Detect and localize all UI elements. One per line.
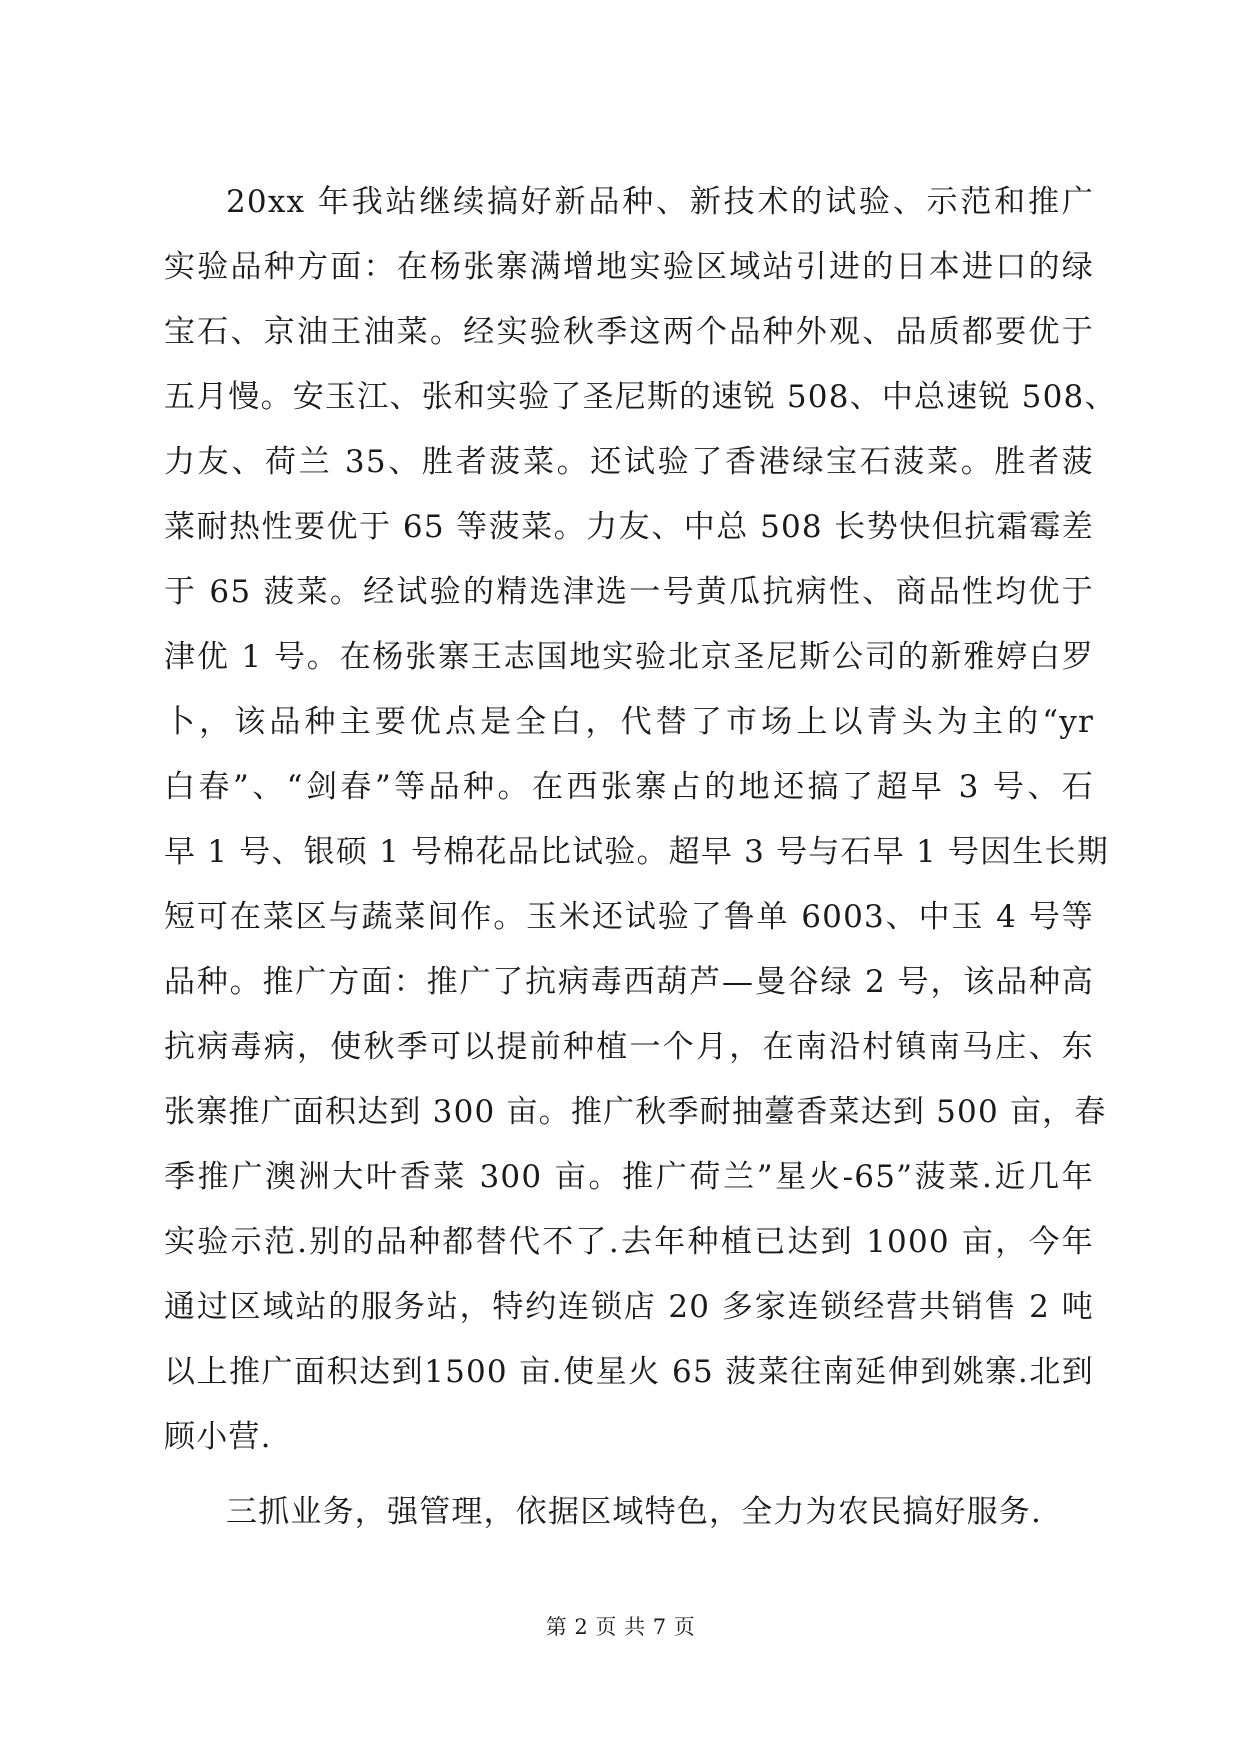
paragraph-line: 津优 1 号。在杨张寨王志国地实验北京圣尼斯公司的新雅婷白罗	[164, 639, 1094, 675]
paragraph-line: 实验品种方面：在杨张寨满增地实验区域站引进的日本进口的绿	[164, 249, 1094, 285]
paragraph-line: 白春”、“剑春”等品种。在西张寨占的地还搞了超早 3 号、石	[164, 769, 1094, 805]
paragraph-line: 实验示范.别的品种都替代不了.去年种植已达到 1000 亩，今年	[164, 1224, 1094, 1260]
paragraph-spacer	[164, 1470, 1094, 1480]
paragraph-line: 抗病毒病，使秋季可以提前种植一个月，在南沿村镇南马庄、东	[164, 1029, 1094, 1065]
paragraph-line: 顾小营.	[164, 1419, 272, 1455]
paragraph-line: 通过区域站的服务站，特约连锁店 20 多家连锁经营共销售 2 吨	[164, 1289, 1094, 1325]
paragraph-line: 力友、荷兰 35、胜者菠菜。还试验了香港绿宝石菠菜。胜者菠	[164, 444, 1094, 480]
paragraph-section-heading	[164, 1480, 1094, 1545]
paragraph-line: 以上推广面积达到1500 亩.使星火 65 菠菜往南延伸到姚寨.北到	[164, 1354, 1094, 1390]
paragraph-line: 于 65 菠菜。经试验的精选津选一号黄瓜抗病性、商品性均优于	[164, 574, 1094, 610]
paragraph-line: 宝石、京油王油菜。经实验秋季这两个品种外观、品质都要优于	[164, 314, 1094, 350]
paragraph-line: 20xx 年我站继续搞好新品种、新技术的试验、示范和推广	[226, 184, 1094, 220]
paragraph-variety-trials	[164, 170, 1117, 1470]
document-body	[164, 170, 1117, 1545]
paragraph-line: 季推广澳洲大叶香菜 300 亩。推广荷兰”星火-65”菠菜.近几年	[164, 1159, 1094, 1195]
paragraph-line: 早 1 号、银硕 1 号棉花品比试验。超早 3 号与石早 1 号因生长期	[164, 834, 1109, 870]
paragraph-line: 三抓业务，强管理，依据区域特色，全力为农民搞好服务.	[226, 1494, 1043, 1530]
paragraph-line: 卜，该品种主要优点是全白，代替了市场上以青头为主的“yr	[164, 704, 1094, 740]
paragraph-line: 菜耐热性要优于 65 等菠菜。力友、中总 508 长势快但抗霜霉差	[164, 509, 1094, 545]
page-number-footer: 第 2 页 共 7 页	[545, 1615, 696, 1639]
paragraph-line: 张寨推广面积达到 300 亩。推广秋季耐抽薹香菜达到 500 亩，春	[164, 1094, 1107, 1130]
paragraph-line: 品种。推广方面：推广了抗病毒西葫芦—曼谷绿 2 号，该品种高	[164, 964, 1094, 1000]
paragraph-line: 五月慢。安玉江、张和实验了圣尼斯的速锐 508、中总速锐 508、	[164, 379, 1117, 415]
paragraph-line: 短可在菜区与蔬菜间作。玉米还试验了鲁单 6003、中玉 4 号等	[164, 899, 1094, 935]
